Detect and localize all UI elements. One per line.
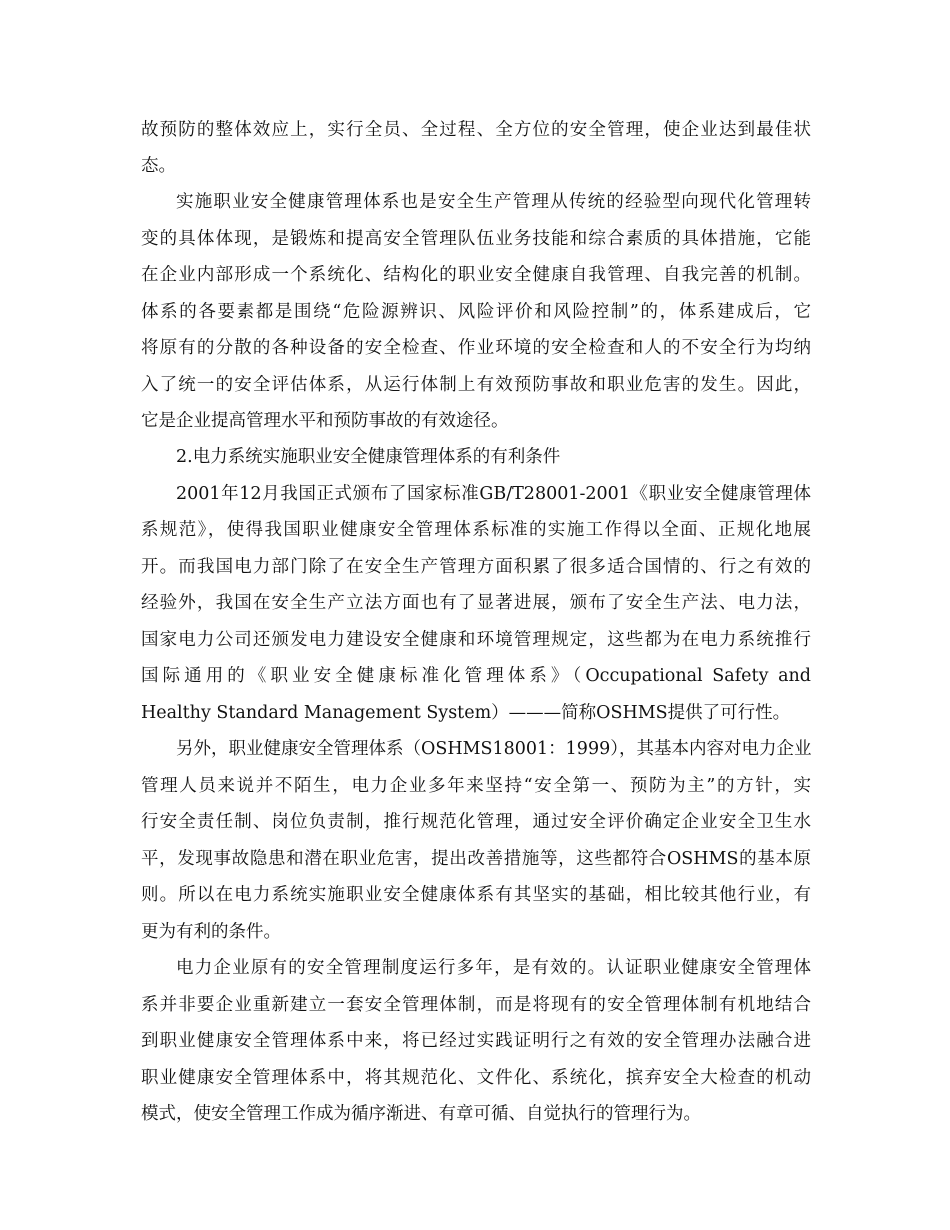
text-line: Healthy Standard Management System）———简称OSHMS提供了可行性。 bbox=[141, 703, 791, 723]
text-line: 模式，使安全管理工作成为循序渐进、有章可循、自觉执行的管理行为。 bbox=[141, 1104, 701, 1124]
text-line: 行安全责任制、岗位负责制，推行规范化管理，通过安全评价确定企业安全卫生水 bbox=[141, 812, 811, 832]
text-line: 平，发现事故隐患和潜在职业危害，提出改善措施等，这些都符合OSHMS的基本原 bbox=[141, 849, 811, 869]
text-line: 另外，职业健康安全管理体系（OSHMS18001：1999），其基本内容对电力企业 bbox=[176, 739, 811, 759]
text-line: 开。而我国电力部门除了在安全生产管理方面积累了很多适合国情的、行之有效的 bbox=[141, 557, 811, 577]
text-line: 系并非要企业重新建立一套安全管理体制，而是将现有的安全管理体制有机地结合 bbox=[141, 995, 811, 1015]
text-line: 职业健康安全管理体系中，将其规范化、文件化、系统化，摈弃安全大检查的机动 bbox=[141, 1068, 811, 1088]
text-line: 经验外，我国在安全生产立法方面也有了显著进展，颁布了安全生产法、电力法， bbox=[141, 593, 811, 613]
text-line: 在企业内部形成一个系统化、结构化的职业安全健康自我管理、自我完善的机制。 bbox=[141, 265, 811, 285]
section-heading: 2.电力系统实施职业安全健康管理体系的有利条件 bbox=[176, 447, 561, 467]
text-line: 体系的各要素都是围绕“危险源辨识、风险评价和风险控制”的，体系建成后，它 bbox=[141, 302, 811, 322]
text-line: 更为有利的条件。 bbox=[141, 922, 281, 942]
text-line: 管理人员来说并不陌生，电力企业多年来坚持“安全第一、预防为主”的方针，实 bbox=[141, 776, 811, 796]
text-line: 变的具体体现，是锻炼和提高安全管理队伍业务技能和综合素质的具体措施，它能 bbox=[141, 229, 811, 249]
text-line: 2001年12月我国正式颁布了国家标准GB/T28001-2001《职业安全健康管理体 bbox=[176, 484, 811, 504]
text-line: 入了统一的安全评估体系，从运行体制上有效预防事故和职业危害的发生。因此， bbox=[141, 375, 811, 395]
text-line: 电力企业原有的安全管理制度运行多年，是有效的。认证职业健康安全管理体 bbox=[176, 958, 811, 978]
text-line: 到职业健康安全管理体系中来，将已经过实践证明行之有效的安全管理办法融合进 bbox=[141, 1031, 811, 1051]
text-line: 国家电力公司还颁发电力建设安全健康和环境管理规定，这些都为在电力系统推行 bbox=[141, 630, 811, 650]
text-line: 系规范》，使得我国职业健康安全管理体系标准的实施工作得以全面、正规化地展 bbox=[141, 520, 811, 540]
text-line: 实施职业安全健康管理体系也是安全生产管理从传统的经验型向现代化管理转 bbox=[176, 192, 811, 212]
text-line: 故预防的整体效应上，实行全员、全过程、全方位的安全管理，使企业达到最佳状 bbox=[141, 120, 811, 140]
text-line: 国际通用的《职业安全健康标准化管理体系》（Occupational Safety and bbox=[141, 666, 811, 686]
text-line: 将原有的分散的各种设备的安全检查、作业环境的安全检查和人的不安全行为均纳 bbox=[141, 338, 811, 358]
text-line: 态。 bbox=[141, 156, 176, 176]
text-line: 则。所以在电力系统实施职业安全健康体系有其坚实的基础，相比较其他行业，有 bbox=[141, 885, 811, 905]
text-line: 它是企业提高管理水平和预防事故的有效途径。 bbox=[141, 411, 509, 431]
